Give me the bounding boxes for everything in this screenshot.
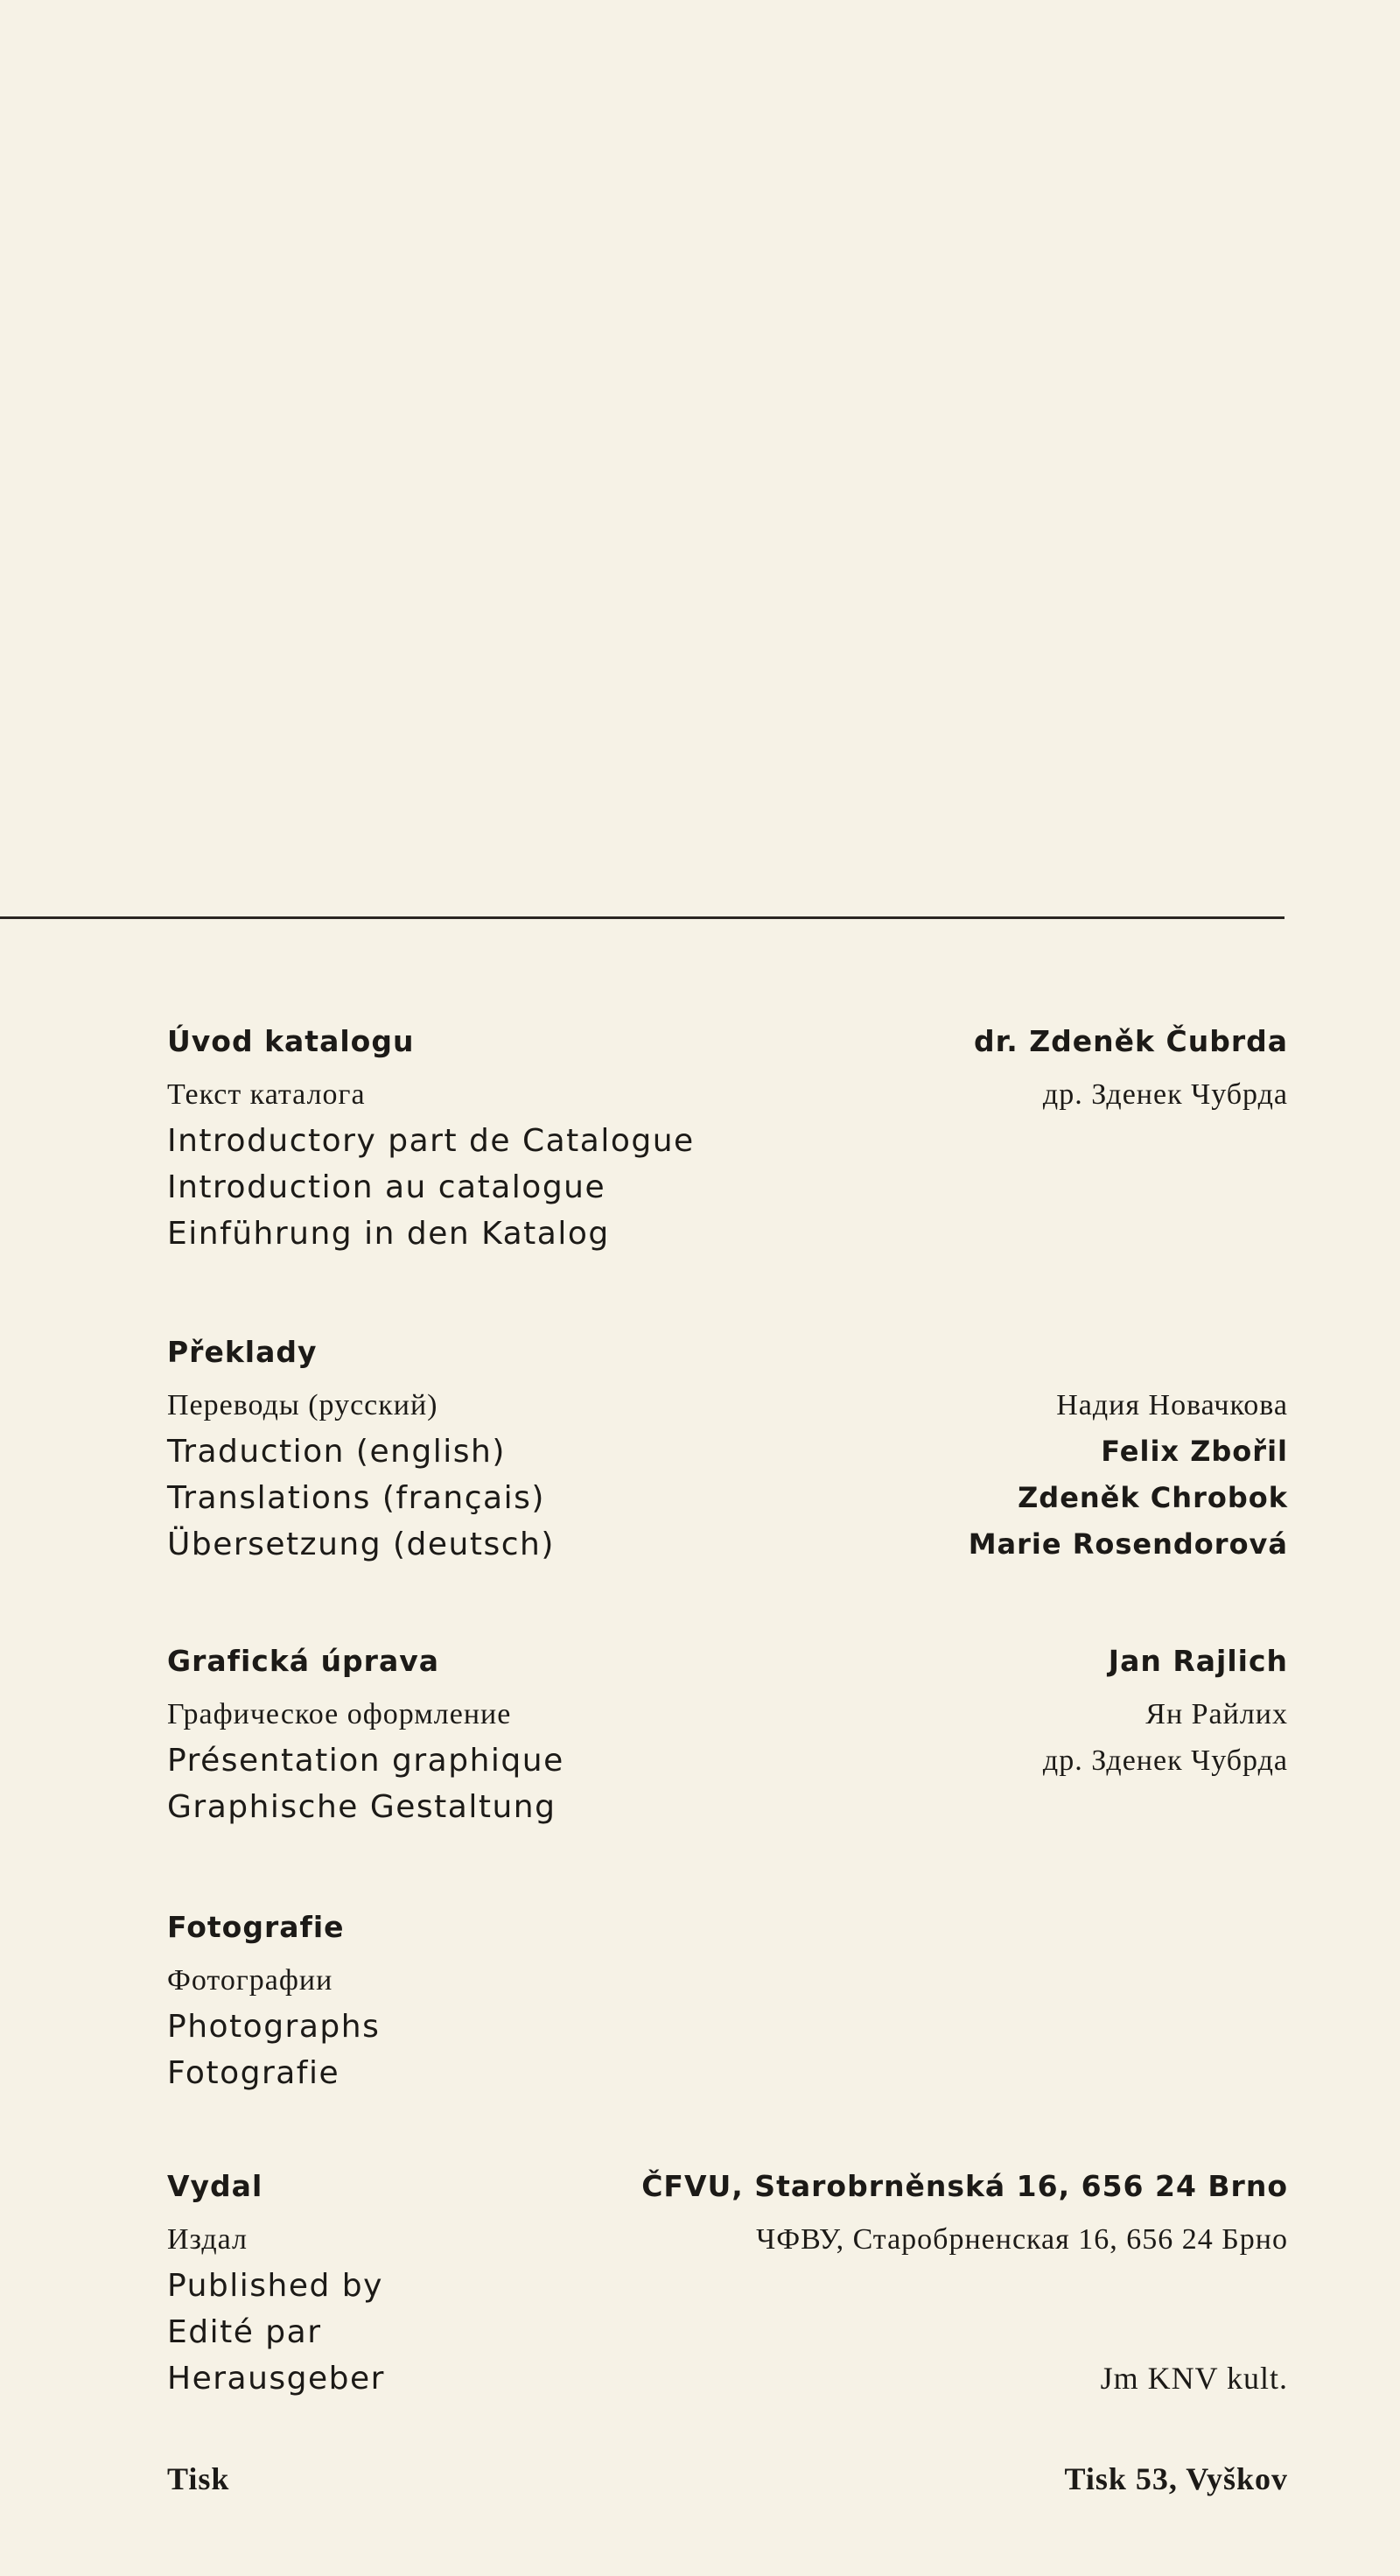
label-line: Graphische Gestaltung: [167, 1789, 556, 1825]
label-line: Einführung in den Katalog: [167, 1216, 610, 1252]
credit-name: др. Зденек Чубрда: [1042, 1078, 1288, 1111]
section-design-labels: [167, 1644, 564, 1830]
section-publisher-labels: [167, 2169, 385, 2402]
label-line: Фотографии: [167, 1964, 333, 1997]
credit-name: др. Зденек Чубрда: [1042, 1744, 1288, 1777]
label-line: Edité par: [167, 2314, 322, 2350]
section-publisher-credits: [641, 2169, 1288, 2402]
credit-name: Zdeněk Chrobok: [1018, 1481, 1288, 1514]
label-line: Photographs: [167, 2009, 381, 2045]
label-line: Introduction au catalogue: [167, 1169, 606, 1205]
section-print-credits: [1065, 2461, 1288, 2496]
credit-name: dr. Zdeněk Čubrda: [974, 1024, 1288, 1058]
label-line: Übersetzung (deutsch): [167, 1527, 555, 1562]
label-line: Présentation graphique: [167, 1743, 564, 1779]
credit-name: Jan Rajlich: [1108, 1644, 1288, 1678]
label-line: Fotografie: [167, 2055, 340, 2091]
section-heading: Tisk: [167, 2461, 230, 2496]
label-line: Издал: [167, 2223, 248, 2256]
section-translations-credits: [969, 1382, 1288, 1568]
credit-name: Marie Rosendorová: [968, 1527, 1288, 1561]
credit-name: Надия Новачкова: [1056, 1389, 1288, 1421]
section-heading: Fotografie: [167, 1910, 345, 1944]
section-heading: Vydal: [167, 2169, 263, 2203]
section-intro-credits: [974, 1024, 1288, 1118]
section-heading: Úvod katalogu: [167, 1024, 415, 1058]
section-design-credits: [1043, 1644, 1288, 1784]
credit-name: Tisk 53, Vyškov: [1064, 2461, 1288, 2496]
section-heading: Grafická úprava: [167, 1644, 440, 1678]
credit-name: ČFVU, Starobrněnská 16, 656 24 Brno: [641, 2169, 1288, 2203]
credit-name: Ян Райлих: [1145, 1698, 1288, 1730]
label-line: Translations (français): [167, 1480, 545, 1516]
label-line: Переводы (русский): [167, 1389, 438, 1421]
label-line: Herausgeber: [167, 2361, 385, 2397]
section-photos-labels: [167, 1910, 380, 2096]
section-translations-labels: [167, 1335, 555, 1568]
label-line: Introductory part de Catalogue: [167, 1123, 695, 1159]
credit-name: Jm KNV kult.: [1100, 2361, 1288, 2396]
label-line: Published by: [167, 2268, 383, 2304]
section-print-labels: [167, 2461, 229, 2496]
label-line: Текст каталога: [167, 1078, 366, 1111]
label-line: Графическое оформление: [167, 1698, 512, 1730]
credit-name: ЧФВУ, Старобрненская 16, 656 24 Брно: [756, 2223, 1288, 2256]
credit-name: Felix Zbořil: [1101, 1435, 1288, 1468]
horizontal-rule: [0, 916, 1284, 919]
label-line: Traduction (english): [167, 1434, 506, 1470]
section-intro-labels: [167, 1024, 695, 1257]
section-heading: Překlady: [167, 1335, 318, 1369]
